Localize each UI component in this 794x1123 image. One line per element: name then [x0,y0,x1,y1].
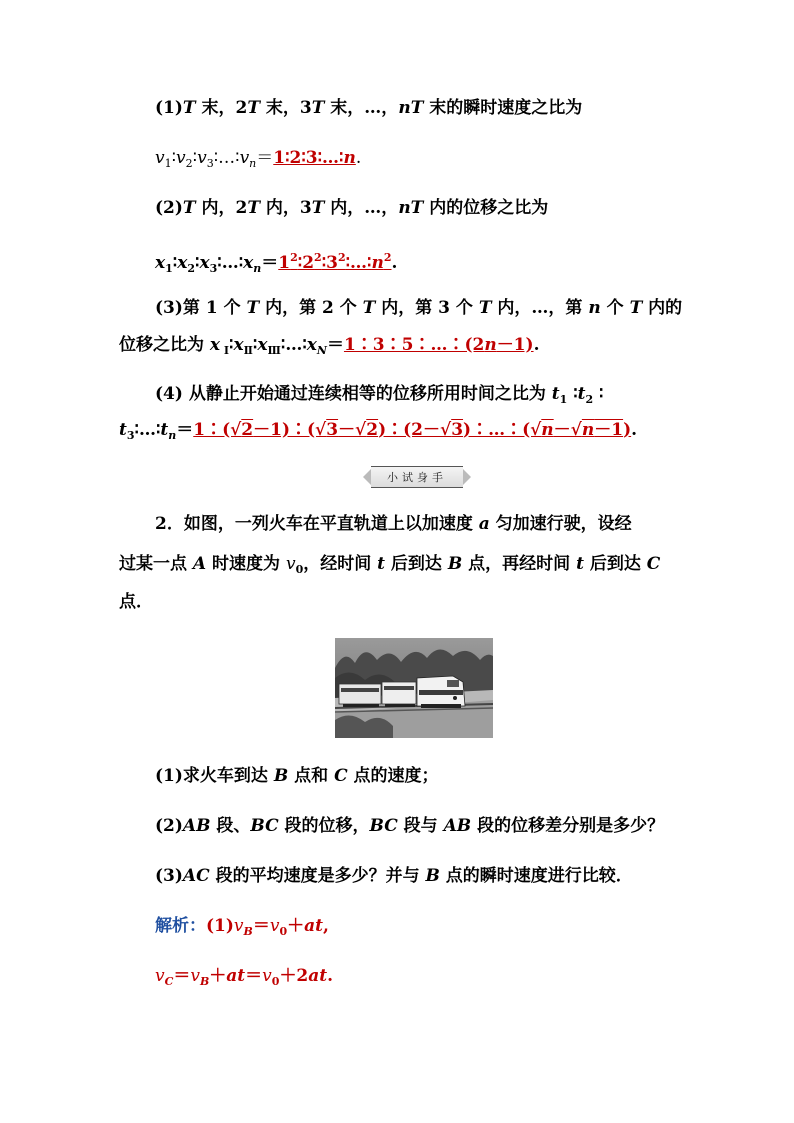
s4-answer: 1∶(√2－1)∶(√3－√2)∶(2－√3)∶…∶(√n－√n－1) [193,420,632,440]
train-illustration [335,638,493,738]
section1-title: (1)T 末，2T 末，3T 末，…，nT 末的瞬时速度之比为 [155,98,583,118]
s1-answer: 1∶2∶3∶…∶n [273,148,356,168]
solution-line2: $v_C=v_B+at=v_0+2at$. [155,966,334,988]
section2-title: (2)T 内，2T 内，3T 内，…，nT 内的位移之比为 [155,198,549,218]
sub-question-2: (2)AB 段、BC 段的位移，BC 段与 AB 段的位移差分别是多少？ [155,816,665,836]
question2-line1: 2．如图，一列火车在平直轨道上以加速度 a 匀加速行驶，设经 [155,514,632,534]
section1-formula: $v_1∶v_2∶v_3∶\dots∶v_n=1∶2∶3∶\dots∶n$. [155,148,362,170]
s3-answer: 1∶3∶5∶…∶(2n－1) [343,335,534,355]
train-photo [335,638,493,738]
section-banner: 小试身手 [371,466,463,488]
solution-line1: 解析：$(1)v_B=v_0+at$, [155,916,329,938]
question2-line3: 点． [119,592,153,612]
section3-line2: 位移之比为 x $_Ⅰ∶x_Ⅱ∶x_Ⅲ∶\dots∶x_N=1∶3∶5∶\dots∶(2n-1)$. [119,335,540,357]
section4-line1: (4) 从静止开始通过连续相等的位移所用时间之比为 $t_1$ $∶t_2$ ∶ [155,384,604,406]
solution-label: 解析 [155,916,189,936]
s2-answer: $1^2∶2^2∶3^2∶\dots∶n^2$ [278,251,392,273]
sub-question-1: (1)求火车到达 B 点和 C 点的速度； [155,766,439,786]
solution-formula-1: $(1)v_B=v_0+at$, [206,916,329,938]
question2-line2: 过某一点 A 时速度为 $v_0$，经时间 t 后到达 B 点，再经时间 t 后到达 C [119,554,661,576]
section4-line2: $t_3∶\dots∶t_n=1∶(√2-1)∶(√3-√2)∶(2-√3)∶\dots∶(√n-√n-1)$. [119,420,638,442]
section3-line1: (3)第 1 个 T 内，第 2 个 T 内，第 3 个 T 内，…，第 n 个 T 内的 [155,298,683,318]
section2-formula: $x_1∶x_2∶x_3∶\dots∶x_n=1^2∶2^2∶3^2∶\dots∶n^2$. [155,251,398,275]
sub-question-3: (3)AC 段的平均速度是多少？并与 B 点的瞬时速度进行比较． [155,866,633,886]
